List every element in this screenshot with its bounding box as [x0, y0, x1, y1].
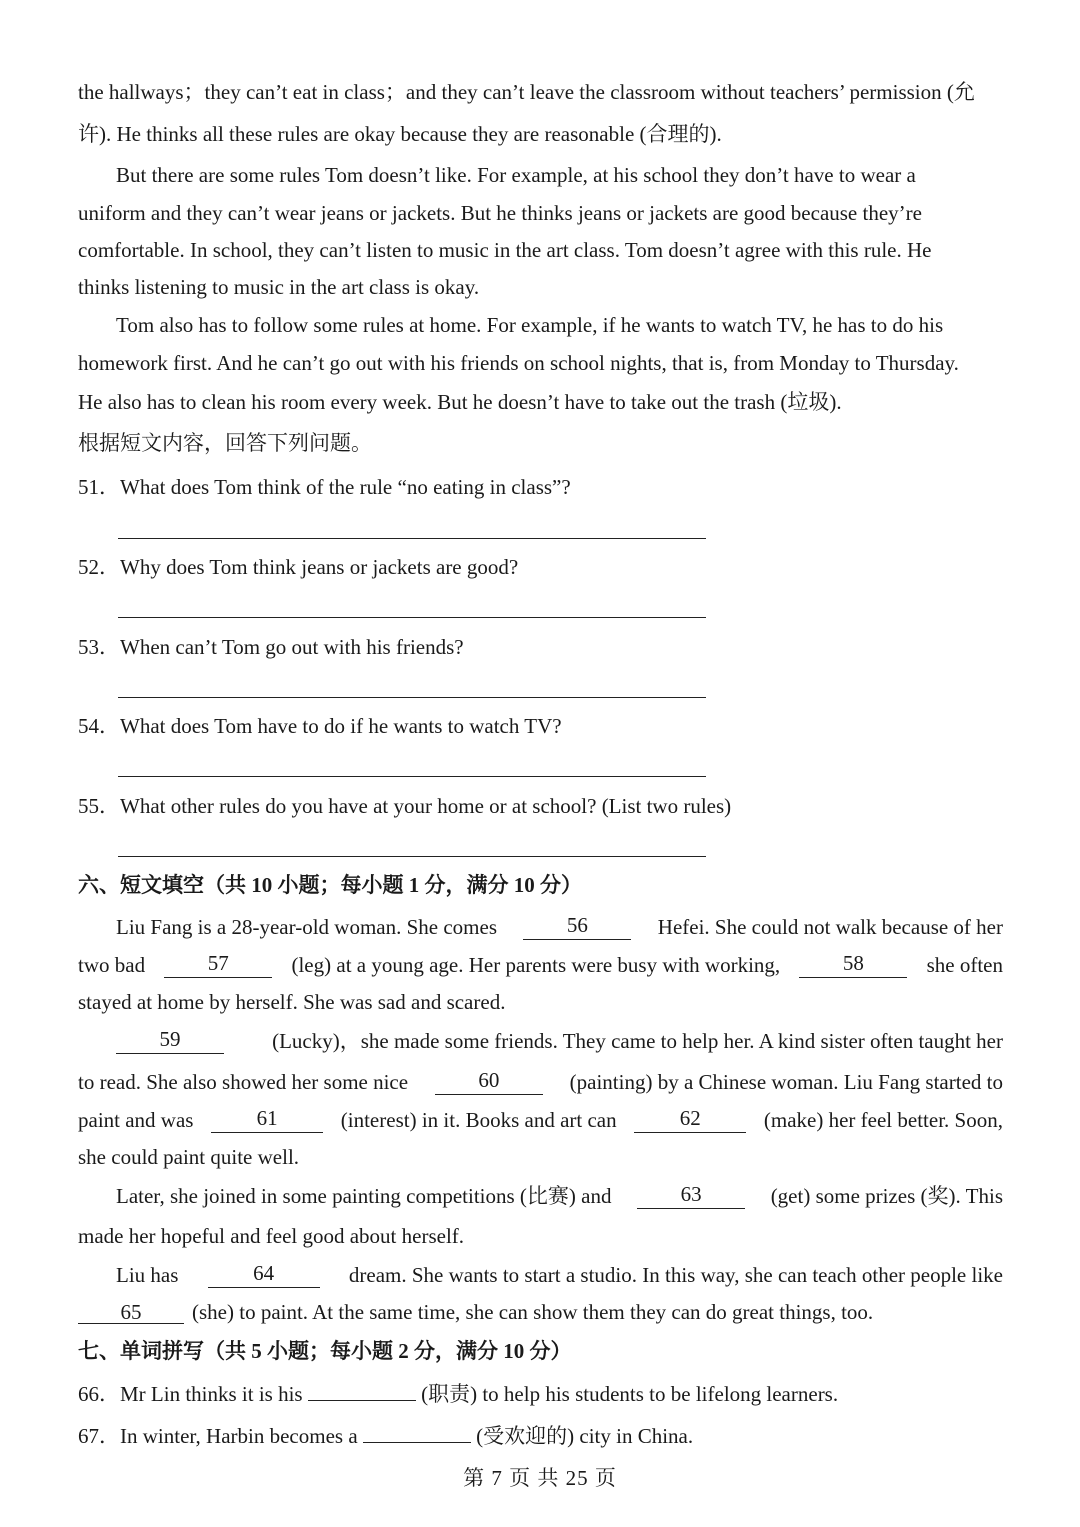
answer-line-54[interactable]: [118, 776, 706, 777]
cloze-text: made her hopeful and feel good about herself.: [78, 1224, 465, 1248]
passage-text: homework first. And he can’t go out with his friends on school nights, that is, from Monday to Thursday.: [78, 351, 959, 375]
cloze-text: Liu Fang is a 28-year-old woman. She comes: [116, 915, 497, 939]
cloze-line: [78, 1144, 299, 1170]
passage-line: [116, 162, 1003, 188]
question-67: [78, 1423, 693, 1449]
question-text: In winter, Harbin becomes a: [120, 1424, 358, 1448]
blank-67[interactable]: [363, 1442, 471, 1443]
blank-64[interactable]: 64: [208, 1262, 320, 1288]
cloze-text: (painting) by a Chinese woman. Liu Fang started to: [569, 1070, 1003, 1094]
question-number: 55．: [78, 794, 120, 818]
section-heading-6: [78, 872, 582, 898]
cloze-text: she often: [926, 953, 1003, 977]
passage-line: [78, 200, 1003, 226]
blank-57[interactable]: 57: [164, 952, 272, 978]
question-66: [78, 1381, 838, 1407]
question-text: When can’t Tom go out with his friends?: [120, 635, 464, 659]
section-heading-text: 七、单词拼写（共 5 小题；每小题 2 分，满分 10 分）: [78, 1339, 572, 1363]
question-text: (受欢迎的) city in China.: [476, 1424, 694, 1448]
passage-text: But there are some rules Tom doesn’t like. For example, at his school they don’t have to wear a: [116, 163, 916, 187]
cloze-text: (she) to paint. At the same time, she can show them they can do great things, too.: [192, 1300, 874, 1324]
question-55: [78, 793, 731, 819]
answer-line-51[interactable]: [118, 538, 706, 539]
cloze-text: (leg) at a young age. Her parents were busy with working,: [291, 953, 781, 977]
cloze-text: (get) some prizes (奖). This: [770, 1184, 1003, 1208]
question-number: 54．: [78, 714, 120, 738]
instruction: [78, 430, 372, 456]
answer-line-52[interactable]: [118, 617, 706, 618]
cloze-text: dream. She wants to start a studio. In this way, she can teach other people like: [348, 1263, 1003, 1287]
blank-62[interactable]: 62: [634, 1107, 746, 1133]
cloze-text: Hefei. She could not walk because of her: [657, 915, 1003, 939]
answer-line-53[interactable]: [118, 697, 706, 698]
cloze-text: (Lucky)，she made some friends. They came to help her. A kind sister often taught her: [272, 1029, 1003, 1053]
passage-line: [78, 350, 1003, 376]
cloze-text: (interest) in it. Books and art can: [340, 1108, 617, 1132]
cloze-line: [78, 989, 505, 1015]
passage-line: [78, 237, 1003, 263]
cloze-text: Liu has: [116, 1263, 179, 1287]
blank-58[interactable]: 58: [799, 952, 907, 978]
passage-text: Tom also has to follow some rules at home. For example, if he wants to watch TV, he has to do his: [116, 313, 944, 337]
question-51: [78, 474, 571, 500]
passage-text: 许). He thinks all these rules are okay because they are reasonable (合理的).: [78, 122, 722, 146]
passage-text: uniform and they can’t wear jeans or jackets. But he thinks jeans or jackets are good because they’re: [78, 201, 922, 225]
passage-text: the hallways；they can’t eat in class；and they can’t leave the classroom without teachers’ permission (允: [78, 80, 975, 104]
section-heading-7: [78, 1338, 572, 1364]
instruction-text: 根据短文内容，回答下列问题。: [78, 431, 372, 455]
passage-line: [78, 79, 1003, 105]
cloze-line: [116, 1028, 1003, 1054]
blank-65[interactable]: 65: [78, 1301, 184, 1324]
blank-66[interactable]: [308, 1400, 416, 1401]
cloze-text: paint and was: [78, 1108, 194, 1132]
question-text: What does Tom think of the rule “no eating in class”?: [120, 475, 571, 499]
cloze-line: [116, 1262, 1003, 1288]
question-text: (职责) to help his students to be lifelong learners.: [421, 1382, 839, 1406]
question-53: [78, 634, 464, 660]
question-number: 67．: [78, 1424, 120, 1448]
answer-line-55[interactable]: [118, 856, 706, 857]
question-number: 51．: [78, 475, 120, 499]
cloze-line: [116, 1183, 1003, 1209]
cloze-line: [78, 952, 1003, 978]
question-number: 66．: [78, 1382, 120, 1406]
question-text: What does Tom have to do if he wants to watch TV?: [120, 714, 562, 738]
cloze-line: [78, 1223, 464, 1249]
passage-text: thinks listening to music in the art class is okay.: [78, 275, 480, 299]
question-number: 53．: [78, 635, 120, 659]
cloze-line: [78, 1299, 873, 1325]
blank-56[interactable]: 56: [523, 914, 631, 940]
blank-59[interactable]: 59: [116, 1028, 224, 1054]
blank-61[interactable]: 61: [211, 1107, 323, 1133]
question-52: [78, 554, 518, 580]
question-number: 52．: [78, 555, 120, 579]
blank-60[interactable]: 60: [435, 1069, 543, 1095]
cloze-text: stayed at home by herself. She was sad and scared.: [78, 990, 506, 1014]
cloze-text: she could paint quite well.: [78, 1145, 300, 1169]
cloze-text: to read. She also showed her some nice: [78, 1070, 409, 1094]
passage-line: [78, 274, 479, 300]
cloze-line: [78, 1069, 1003, 1095]
passage-line: [78, 121, 722, 147]
passage-line: [78, 389, 842, 415]
passage-text: He also has to clean his room every week. But he doesn’t have to take out the trash (垃圾).: [78, 390, 842, 414]
cloze-line: [116, 914, 1003, 940]
question-text: Why does Tom think jeans or jackets are good?: [120, 555, 519, 579]
cloze-text: Later, she joined in some painting competitions (比赛) and: [116, 1184, 612, 1208]
question-text: Mr Lin thinks it is his: [120, 1382, 303, 1406]
cloze-text: (make) her feel better. Soon,: [763, 1108, 1003, 1132]
blank-63[interactable]: 63: [637, 1183, 745, 1209]
question-54: [78, 713, 562, 739]
passage-text: comfortable. In school, they can’t listen to music in the art class. Tom doesn’t agree with this rule. He: [78, 238, 932, 262]
cloze-line: [78, 1107, 1003, 1133]
cloze-text: two bad: [78, 953, 146, 977]
page-footer: 第 7 页 共 25 页: [463, 1466, 617, 1490]
question-text: What other rules do you have at your home or at school? (List two rules): [120, 794, 732, 818]
section-heading-text: 六、短文填空（共 10 小题；每小题 1 分，满分 10 分）: [78, 873, 582, 897]
passage-line: [116, 312, 1003, 338]
